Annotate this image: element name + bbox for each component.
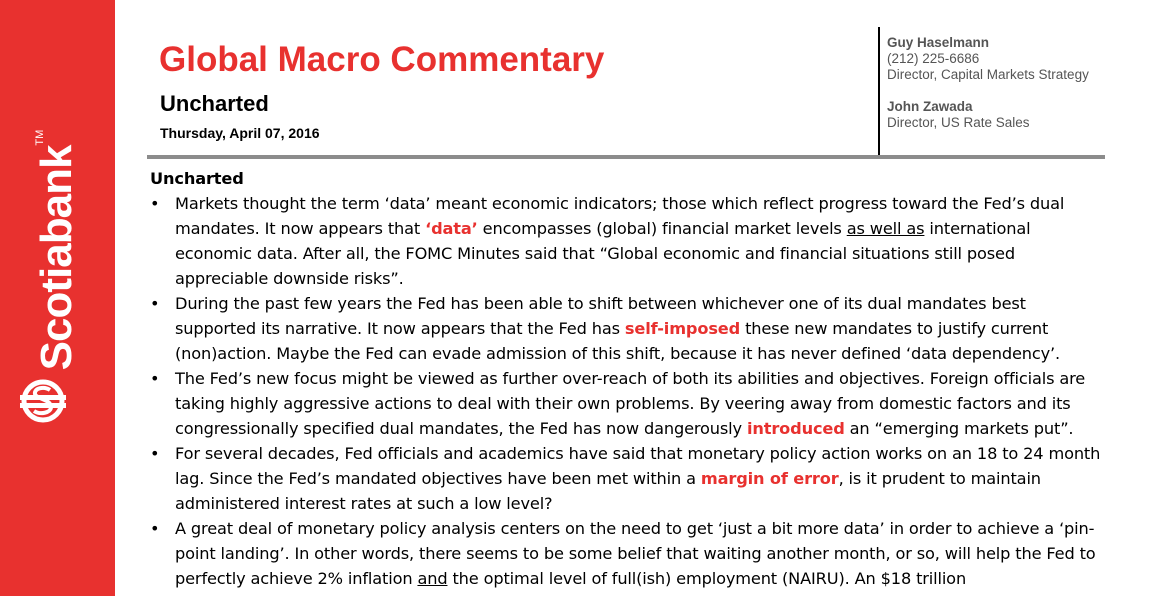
contact-entry	[887, 99, 1089, 131]
highlighted-term: ‘data’	[425, 219, 478, 238]
list-item: • During the past few years the Fed has been able to shift between whichever one of its dual mandates best supported its narrative. It now appears that the Fed has self-imposed these new mandates to justify current (non)action. Maybe the Fed can evade admission of this shift, because it has never defined ‘data dependency’.	[150, 291, 1110, 366]
contact-name: John Zawada	[887, 99, 973, 114]
header-divider	[878, 27, 880, 155]
list-item: • The Fed’s new focus might be viewed as further over-reach of both its abilities and objectives. Foreign officials are taking highly aggressive actions to deal with their own problems. By veering away from domestic factors and its congressionally specified dual mandates, the Fed has now dangerously introduced an “emerging markets put”.	[150, 366, 1110, 441]
report-subtitle: Uncharted	[160, 91, 269, 116]
underlined-term: as well as	[846, 219, 925, 238]
highlighted-term: margin of error	[700, 469, 839, 488]
list-item: • For several decades, Fed officials and academics have said that monetary policy action works on an 18 to 24 month lag. Since the Fed’s mandated objectives have been met within a margin of error, is it prudent to maintain administered interest rates at such a low level?	[150, 441, 1110, 516]
contacts-panel	[887, 35, 1089, 147]
brand-name: Scotiabank™	[32, 129, 81, 371]
contact-entry	[887, 35, 1089, 83]
contact-role: Director, US Rate Sales	[887, 115, 1030, 130]
contact-name: Guy Haselmann	[887, 35, 990, 50]
list-item: • Markets thought the term ‘data’ meant economic indicators; those which reflect progress toward the Fed’s dual mandates. It now appears that ‘data’ encompasses (global) financial market levels as well as international economic data. After all, the FOMC Minutes said that “Global economic and financial situations still posed appreciable downside risks”.	[150, 191, 1110, 291]
header-rule	[147, 155, 1105, 159]
contact-role: Director, Capital Markets Strategy	[887, 67, 1089, 82]
commentary-body	[150, 166, 1110, 591]
highlighted-term: self-imposed	[624, 319, 741, 338]
scotiabank-logo-icon	[20, 378, 66, 424]
brand-sidebar	[0, 0, 115, 596]
section-title: Uncharted	[150, 169, 244, 188]
highlighted-term: introduced	[746, 419, 845, 438]
underlined-term: and	[417, 569, 448, 588]
list-item: • A great deal of monetary policy analysis centers on the need to get ‘just a bit more data’ in order to achieve a ‘pin-point landing’. In other words, there seems to be some belief that waiting another month, or so, will help the Fed to perfectly achieve 2% inflation and the optimal level of full(ish) employment (NAIRU). An $18 trillion	[150, 516, 1110, 591]
bullet-list	[150, 191, 1110, 591]
contact-phone: (212) 225-6686	[887, 51, 980, 66]
report-date: Thursday, April 07, 2016	[160, 125, 320, 141]
report-title: Global Macro Commentary	[159, 40, 605, 79]
